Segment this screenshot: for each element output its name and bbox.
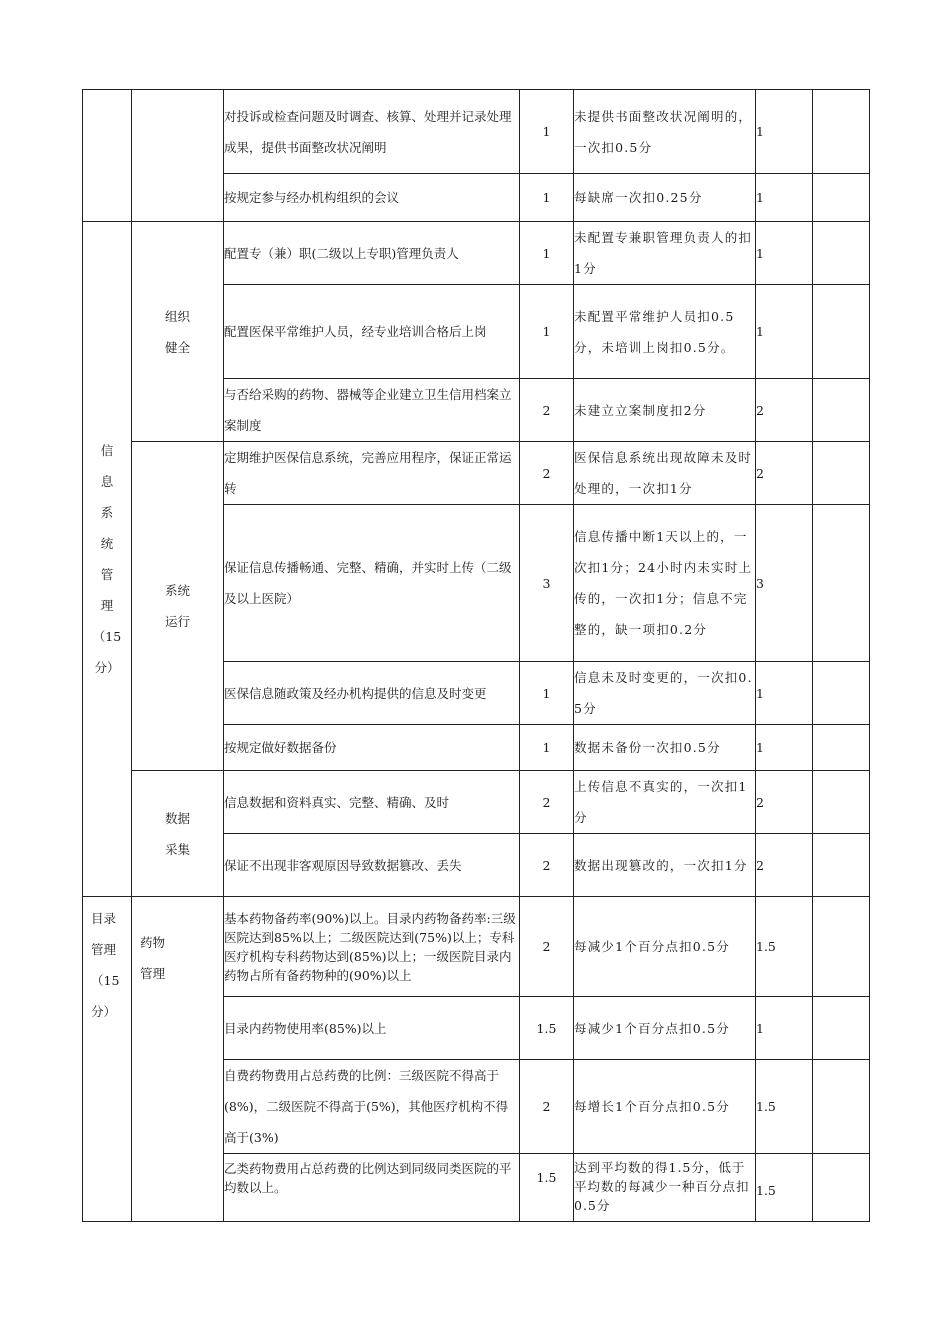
- category-line: 分）: [91, 1004, 117, 1019]
- subcategory-line: 系统: [164, 583, 190, 598]
- subcategory-line: 组织: [164, 308, 190, 324]
- blank-cell: [813, 222, 870, 285]
- category-char: 分）: [94, 660, 120, 675]
- category-cell: [83, 222, 132, 897]
- points-cell: 2: [520, 1060, 574, 1154]
- subcategory-line: 药物: [140, 935, 166, 950]
- points-cell: 2: [520, 442, 574, 505]
- points-cell: 1.5: [520, 1154, 574, 1222]
- evaluation-table: [82, 89, 870, 1222]
- blank-cell: [813, 897, 870, 997]
- blank-cell: [813, 1154, 870, 1222]
- points-cell: 1: [520, 222, 574, 285]
- blank-cell: [813, 725, 870, 771]
- table-row: [83, 771, 870, 834]
- item-cell: 定期维护医保信息系统，完善应用程序，保证正常运转: [224, 442, 520, 505]
- item-cell: 配置医保平常维护人员，经专业培训合格后上岗: [224, 285, 520, 379]
- item-cell: 保证不出现非客观原因导致数据篡改、丢失: [224, 834, 520, 897]
- subcategory-line: 健全: [164, 339, 190, 355]
- points-cell: 1: [520, 725, 574, 771]
- item-cell: 乙类药物费用占总药费的比例达到同级同类医院的平均数以上。: [224, 1154, 520, 1222]
- category-char: 统: [100, 536, 114, 551]
- rule-cell: 信息未及时变更的，一次扣0.5分: [574, 662, 756, 725]
- subcategory-line: 采集: [164, 841, 190, 857]
- subcategory-cell: [132, 771, 224, 897]
- category-char: 系: [100, 505, 114, 520]
- rule-cell: 每缺席一次扣0.25分: [574, 174, 756, 222]
- points-cell: 1: [520, 174, 574, 222]
- points-cell: 2: [520, 771, 574, 834]
- blank-cell: [813, 285, 870, 379]
- item-cell: 信息数据和资料真实、完整、精确、及时: [224, 771, 520, 834]
- category-char: 理: [100, 598, 114, 613]
- category-cell: [83, 897, 132, 1222]
- subcategory-cell: [132, 442, 224, 771]
- category-line: 目录: [91, 911, 117, 926]
- points-cell: 3: [520, 505, 574, 662]
- score-cell: 1: [756, 90, 813, 174]
- rule-cell: 数据出现篡改的，一次扣1分: [574, 834, 756, 897]
- score-cell: 1.5: [756, 897, 813, 997]
- rule-cell: 数据未备份一次扣0.5分: [574, 725, 756, 771]
- item-cell: 与否给采购的药物、器械等企业建立卫生信用档案立案制度: [224, 379, 520, 442]
- points-cell: 1: [520, 285, 574, 379]
- category-line: 管理: [91, 942, 117, 957]
- rule-cell: 每增长1个百分点扣0.5分: [574, 1060, 756, 1154]
- points-cell: 1: [520, 662, 574, 725]
- blank-cell: [813, 442, 870, 505]
- score-cell: 2: [756, 379, 813, 442]
- blank-cell: [813, 834, 870, 897]
- rule-cell: 信息传播中断1天以上的，一次扣1分；24小时内未实时上传的，一次扣1分；信息不完整的，缺一项扣0.2分: [574, 505, 756, 662]
- item-cell: 按规定参与经办机构组织的会议: [224, 174, 520, 222]
- category-char: 管: [100, 567, 114, 582]
- score-cell: 1: [756, 285, 813, 379]
- item-cell: 对投诉或检查问题及时调查、核算、处理并记录处理成果，提供书面整改状况阐明: [224, 90, 520, 174]
- table-row: [83, 90, 870, 174]
- item-cell: 目录内药物使用率(85%)以上: [224, 997, 520, 1060]
- points-cell: 2: [520, 379, 574, 442]
- rule-cell: 未配置平常维护人员扣0.5分，未培训上岗扣0.5分。: [574, 285, 756, 379]
- blank-cell: [813, 997, 870, 1060]
- score-cell: 1.5: [756, 1060, 813, 1154]
- rule-cell: 未建立立案制度扣2分: [574, 379, 756, 442]
- score-cell: 1: [756, 222, 813, 285]
- category-line: （15: [91, 973, 120, 988]
- subcategory-cell: [132, 222, 224, 442]
- blank-cell: [813, 1060, 870, 1154]
- blank-cell: [813, 662, 870, 725]
- rule-cell: 未提供书面整改状况阐明的，一次扣0.5分: [574, 90, 756, 174]
- blank-cell: [813, 771, 870, 834]
- rule-cell: 每减少1个百分点扣0.5分: [574, 897, 756, 997]
- category-char: 息: [100, 474, 114, 489]
- blank-cell: [813, 174, 870, 222]
- category-char: （15: [92, 629, 122, 644]
- rule-cell: 达到平均数的得1.5分，低于平均数的每减少一种百分点扣0.5分: [574, 1154, 756, 1222]
- item-cell: 配置专（兼）职(二级以上专职)管理负责人: [224, 222, 520, 285]
- score-cell: 1: [756, 997, 813, 1060]
- score-cell: 2: [756, 442, 813, 505]
- score-cell: 2: [756, 834, 813, 897]
- score-cell: 3: [756, 505, 813, 662]
- category-cell: [83, 90, 132, 222]
- item-cell: 自费药物费用占总药费的比例：三级医院不得高于(8%)，二级医院不得高于(5%)，其他医疗机构不得高于(3%): [224, 1060, 520, 1154]
- subcategory-cell: [132, 90, 224, 222]
- score-cell: 1: [756, 662, 813, 725]
- item-cell: 按规定做好数据备份: [224, 725, 520, 771]
- subcategory-cell: [132, 897, 224, 1222]
- score-cell: 1: [756, 725, 813, 771]
- blank-cell: [813, 379, 870, 442]
- subcategory-line: 运行: [164, 614, 190, 629]
- points-cell: 1.5: [520, 997, 574, 1060]
- rule-cell: 未配置专兼职管理负责人的扣1分: [574, 222, 756, 285]
- points-cell: 1: [520, 90, 574, 174]
- points-cell: 2: [520, 897, 574, 997]
- subcategory-line: 数据: [164, 810, 190, 826]
- score-cell: 2: [756, 771, 813, 834]
- rule-cell: 每减少1个百分点扣0.5分: [574, 997, 756, 1060]
- subcategory-line: 管理: [140, 966, 166, 981]
- score-cell: 1.5: [756, 1154, 813, 1222]
- rule-cell: 医保信息系统出现故障未及时处理的，一次扣1分: [574, 442, 756, 505]
- table-row: [83, 442, 870, 505]
- score-cell: 1: [756, 174, 813, 222]
- table-row: [83, 222, 870, 285]
- table-row: [83, 897, 870, 997]
- category-char: 信: [100, 443, 114, 458]
- rule-cell: 上传信息不真实的，一次扣1分: [574, 771, 756, 834]
- item-cell: 保证信息传播畅通、完整、精确，并实时上传（二级及以上医院）: [224, 505, 520, 662]
- blank-cell: [813, 505, 870, 662]
- item-cell: 医保信息随政策及经办机构提供的信息及时变更: [224, 662, 520, 725]
- blank-cell: [813, 90, 870, 174]
- points-cell: 2: [520, 834, 574, 897]
- item-cell: 基本药物备药率(90%)以上。目录内药物备药率:三级医院达到85%以上；二级医院达到(75%)以上；专科医疗机构专科药物达到(85%)以上；一级医院目录内药物占所有备药物种的(90%)以上: [224, 897, 520, 997]
